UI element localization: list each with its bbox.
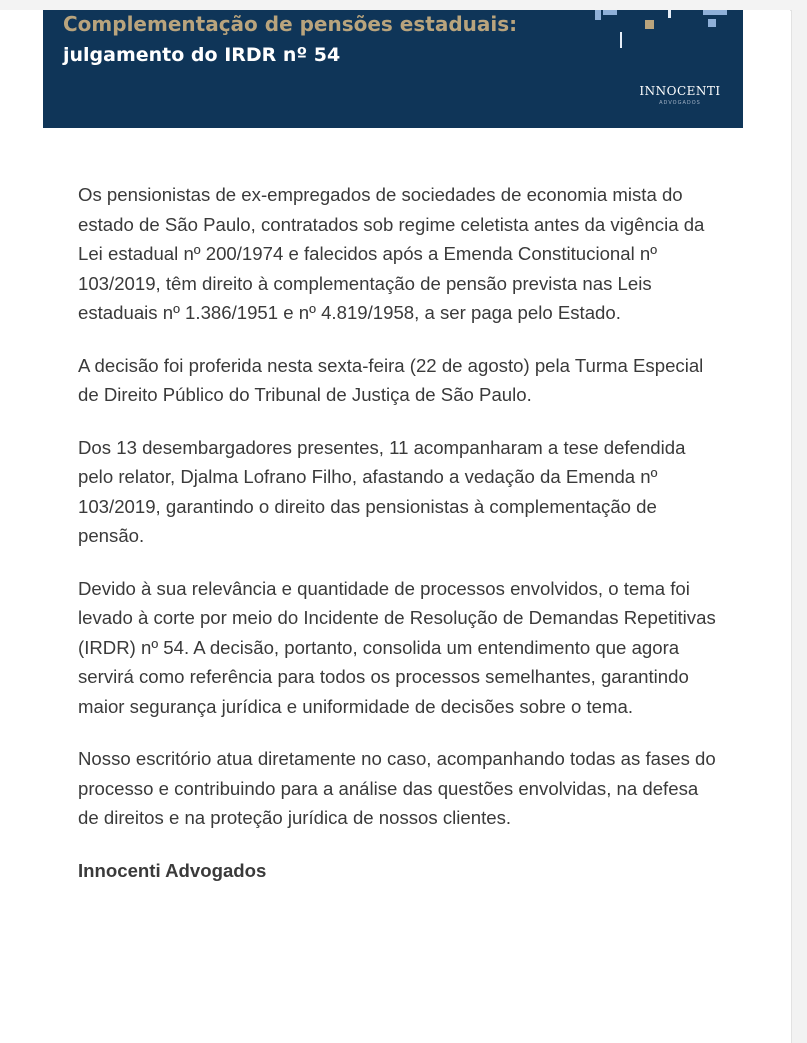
newsletter-banner: [43, 10, 743, 128]
logo-name: INNOCENTI: [639, 84, 721, 98]
decor-block: [645, 20, 654, 29]
article-content: [78, 180, 718, 908]
decor-block: [703, 10, 727, 15]
paragraph: Dos 13 desembargadores presentes, 11 acompanharam a tese defendida pelo relator, Djalma Lofrano Filho, afastando a vedação da Emenda nº 103/2019, garantindo o direito das pensionistas à complementação de pensão.: [78, 436, 686, 546]
decor-block: [595, 10, 601, 20]
logo-subtitle: ADVOGADOS: [659, 100, 701, 106]
decor-line: [668, 10, 671, 18]
paragraph: Nosso escritório atua diretamente no caso, acompanhando todas as fases do processo e contribuindo para a análise das questões envolvidas, na defesa de direitos e na proteção jurídica de nossos clientes.: [78, 748, 716, 828]
scrollbar[interactable]: [791, 10, 807, 1043]
decor-block: [708, 19, 716, 27]
decor-line: [620, 32, 622, 48]
banner-subtitle: julgamento do IRDR nº 54: [63, 44, 341, 66]
paragraph: Os pensionistas de ex-empregados de sociedades de economia mista do estado de São Paulo, contratados sob regime celetista antes da vigência da Lei estadual nº 200/1974 e falecidos após a Emenda Constitucional nº 103/2019, têm direito à complementação de pensão prevista nas Leis estaduais nº 1.386/1951 e nº 4.819/1958, a ser paga pelo Estado.: [78, 184, 705, 323]
paragraph: A decisão foi proferida nesta sexta-feira (22 de agosto) pela Turma Especial de Direito Público do Tribunal de Justiça de São Paulo.: [78, 354, 704, 405]
innocenti-logo: [633, 84, 727, 106]
signature: Innocenti Advogados: [78, 859, 267, 881]
paragraph: Devido à sua relevância e quantidade de processos envolvidos, o tema foi levado à corte por meio do Incidente de Resolução de Demandas Repetitivas (IRDR) nº 54. A decisão, portanto, consolida um entendimento que agora servirá como referência para todos os processos semelhantes, garantindo maior segurança jurídica e uniformidade de decisões sobre o tema.: [78, 577, 716, 717]
decor-block: [603, 10, 617, 15]
banner-title: Complementação de pensões estaduais:: [63, 12, 518, 36]
